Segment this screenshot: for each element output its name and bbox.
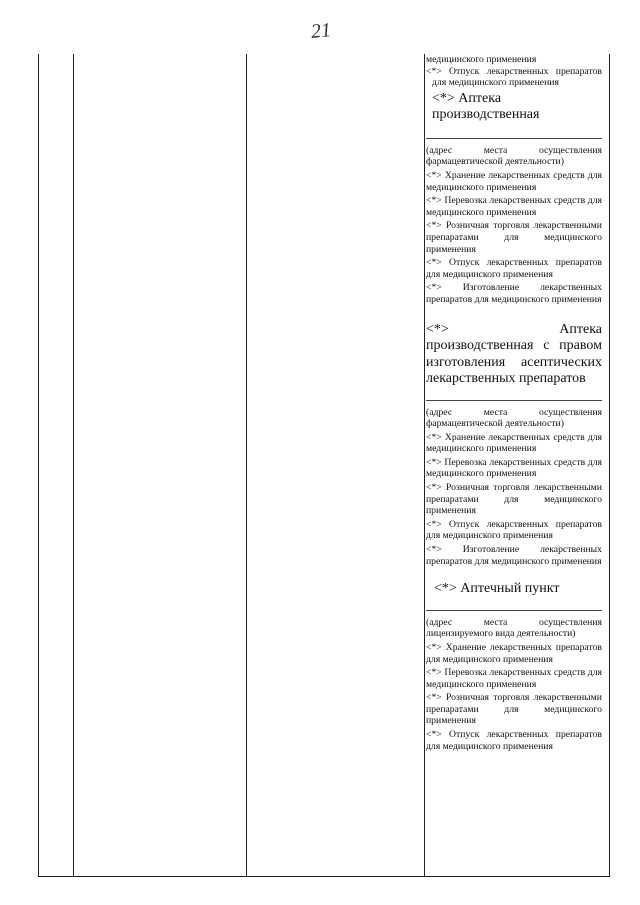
activity-item: <*> Хранение лекарственных препаратов для медицинского применения [426,641,602,665]
activity-item: <*> Перевозка лекарственных средств для медицинского применения [426,195,602,218]
section-heading: <*> Аптечный пункт [434,581,560,597]
address-note: (адрес места осуществления фармацевтической деятельности) [426,144,602,168]
continuation-line: <*> Отпуск лекарственных препаратов [426,65,602,77]
table-border-right [609,54,610,876]
activity-item: <*> Отпуск лекарственных препаратов для медицинского применения [426,518,602,542]
continuation-line: для медицинского применения [432,77,559,89]
table-border-left [38,54,39,876]
pharmacy-point-section [426,581,602,752]
activity-item: <*> Перевозка лекарственных средств для медицинского применения [426,456,602,480]
address-blank-line [426,138,602,139]
section-heading: <*> Аптека производственная [432,90,540,123]
activity-item: <*> Хранение лекарственных средств для медицинского применения [426,169,602,193]
activity-item: <*> Розничная торговля лекарственными препаратами для медицинского применения [426,692,602,727]
pharmacy-production-section [426,91,602,306]
activity-item: <*> Изготовление лекарственных препаратов для медицинского применения [426,544,602,567]
page-number: 21 [309,19,333,43]
table-divider-3 [424,54,425,876]
section-heading: <*> Аптека производственная с правом изготовления асептических лекарственных препаратов [426,321,602,386]
activity-item: <*> Перевозка лекарственных средств для медицинского применения [426,667,602,690]
continuation-line: медицинского применения [426,54,537,65]
activity-item: <*> Хранение лекарственных средств для медицинского применения [426,431,602,455]
address-note: (адрес места осуществления лицензируемого вида деятельности) [426,616,602,640]
activity-item: <*> Отпуск лекарственных препаратов для медицинского применения [426,729,602,752]
address-blank-line [426,400,602,401]
activity-item: <*> Розничная торговля лекарственными препаратами для медицинского применения [426,220,602,255]
activity-item: <*> Розничная торговля лекарственными препаратами для медицинского применения [426,482,602,517]
address-note: (адрес места осуществления фармацевтической деятельности) [426,406,602,430]
address-blank-line [426,610,602,611]
licensed-activities-column [426,54,602,752]
continuation-block [426,54,602,89]
table-divider-2 [246,54,247,876]
table-bottom-border [38,876,610,877]
activity-item: <*> Изготовление лекарственных препаратов для медицинского применения [426,282,602,305]
table-divider-1 [73,54,74,876]
pharmacy-aseptic-section [426,322,602,568]
activity-item: <*> Отпуск лекарственных препаратов для медицинского применения [426,257,602,280]
